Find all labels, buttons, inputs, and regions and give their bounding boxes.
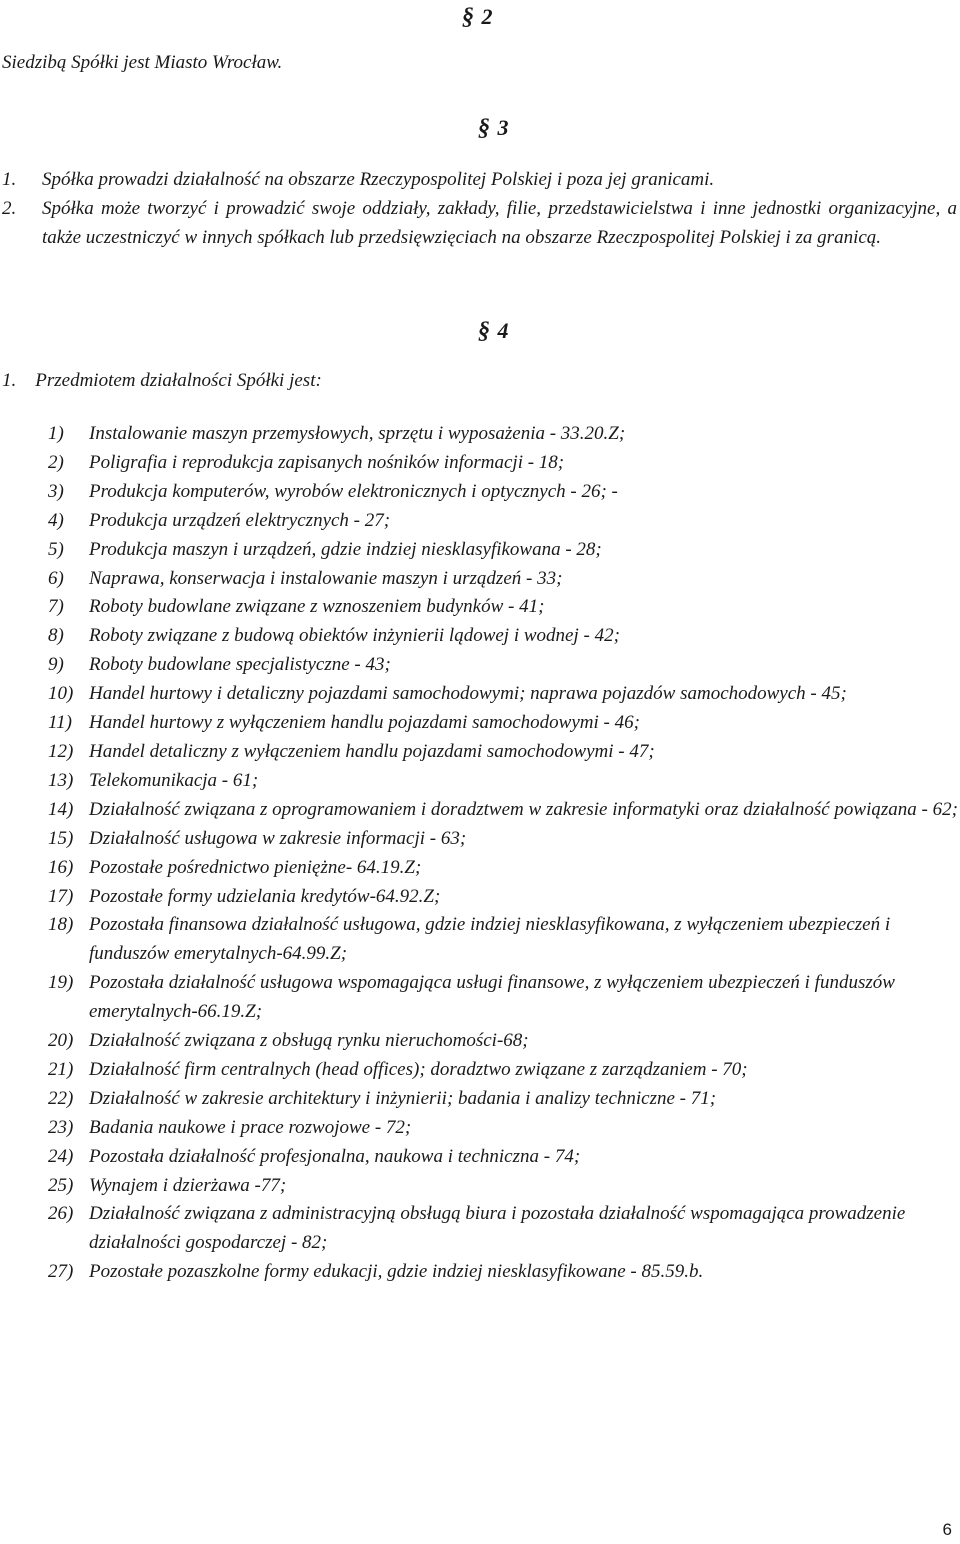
list-item <box>48 796 958 825</box>
item-text: Roboty budowlane związane z wznoszeniem budynków - 41; <box>89 596 545 618</box>
item-number: 23) <box>48 1116 74 1138</box>
paragraph-text: Spółka może tworzyć i prowadzić swoje oddziały, zakłady, filie, przedstawicielstwa i inne jednostki organizacyjne, a także uczestniczyć w innych spółkach lub przedsięwzięciach na obszarze Rzeczpospolitej Polskiej i za granicą. <box>42 198 957 248</box>
item-text: Poligrafia i reprodukcja zapisanych nośników informacji - 18; <box>89 451 565 473</box>
s4-intro <box>2 366 322 395</box>
item-text: Produkcja komputerów, wyrobów elektronicznych i optycznych - 26; - <box>89 480 618 502</box>
item-number: 10) <box>48 683 74 705</box>
item-number: 21) <box>48 1058 74 1080</box>
list-item <box>48 1027 958 1056</box>
s3-paragraph-1 <box>2 165 957 194</box>
item-number: 20) <box>48 1030 74 1052</box>
item-text: Produkcja maszyn i urządzeń, gdzie indziej niesklasyfikowana - 28; <box>89 538 602 560</box>
item-text: Roboty budowlane specjalistyczne - 43; <box>89 654 391 676</box>
item-number: 5) <box>48 538 64 560</box>
item-text: Handel detaliczny z wyłączeniem handlu pojazdami samochodowymi - 47; <box>89 740 655 762</box>
item-text: Produkcja urządzeń elektrycznych - 27; <box>89 509 391 531</box>
item-number: 26) <box>48 1203 74 1225</box>
list-item <box>48 449 958 478</box>
item-text: Pozostała działalność usługowa wspomagająca usługi finansowe, z wyłączeniem ubezpieczeń i funduszów emerytalnych-66.19.Z; <box>89 972 895 1023</box>
list-item <box>48 1172 958 1201</box>
section-number: 2 <box>481 4 493 29</box>
item-number: 22) <box>48 1087 74 1109</box>
item-text: Pozostałe pozaszkolne formy edukacji, gdzie indziej niesklasyfikowane - 85.59.b. <box>89 1261 704 1283</box>
item-text: Telekomunikacja - 61; <box>89 769 259 791</box>
item-number: 3) <box>48 480 64 502</box>
item-text: Handel hurtowy z wyłączeniem handlu pojazdami samochodowymi - 46; <box>89 712 640 734</box>
item-text: Działalność związana z oprogramowaniem i doradztwem w zakresie informatyki oraz działalność powiązana - 62; <box>89 798 958 820</box>
item-text: Pozostałe pośrednictwo pieniężne- 64.19.Z; <box>89 856 422 878</box>
item-text: Wynajem i dzierżawa -77; <box>89 1174 287 1196</box>
list-item <box>48 536 958 565</box>
section-number: 3 <box>497 115 509 140</box>
item-number: 15) <box>48 827 74 849</box>
list-item <box>48 507 958 536</box>
list-item <box>48 565 958 594</box>
item-text: Działalność firm centralnych (head offices); doradztwo związane z zarządzaniem - 70; <box>89 1058 748 1080</box>
section-number: 4 <box>497 318 509 343</box>
list-item <box>48 854 958 883</box>
list-item <box>48 709 958 738</box>
item-number: 12) <box>48 740 74 762</box>
paragraph-text: Spółka prowadzi działalność na obszarze Rzeczypospolitej Polskiej i poza jej granicami. <box>42 169 715 190</box>
item-number: 18) <box>48 914 74 936</box>
section-sign: § <box>478 115 490 141</box>
list-item <box>48 825 958 854</box>
list-item <box>48 883 958 912</box>
item-number: 11) <box>48 712 72 734</box>
paragraph-number: 2. <box>2 198 17 219</box>
item-text: Badania naukowe i prace rozwojowe - 72; <box>89 1116 412 1138</box>
section-3-heading <box>478 113 509 143</box>
item-number: 7) <box>48 596 64 618</box>
list-item <box>48 593 958 622</box>
section-sign: § <box>478 318 490 344</box>
list-item <box>48 651 958 680</box>
item-text: Instalowanie maszyn przemysłowych, sprzętu i wyposażenia - 33.20.Z; <box>89 423 626 444</box>
item-number: 4) <box>48 509 64 531</box>
item-number: 27) <box>48 1261 74 1283</box>
item-text: Pozostała finansowa działalność usługowa, gdzie indziej niesklasyfikowana, z wyłączeniem ubezpieczeń i funduszów emerytalnych-64.99.Z; <box>89 914 891 965</box>
item-text: Pozostałe formy udzielania kredytów-64.92.Z; <box>89 885 441 907</box>
list-item <box>48 1143 958 1172</box>
page-number: 6 <box>942 1520 952 1539</box>
item-number: 13) <box>48 769 74 791</box>
intro-text: Przedmiotem działalności Spółki jest: <box>35 370 322 391</box>
item-text: Handel hurtowy i detaliczny pojazdami samochodowymi; naprawa pojazdów samochodowych - 45; <box>89 683 847 705</box>
list-item <box>48 680 958 709</box>
item-number: 16) <box>48 856 74 878</box>
intro-number: 1. <box>2 370 17 391</box>
list-item <box>48 622 958 651</box>
section-4-heading <box>478 316 509 346</box>
list-item <box>48 911 958 969</box>
list-item <box>48 738 958 767</box>
item-number: 17) <box>48 885 74 907</box>
item-text: Działalność usługowa w zakresie informacji - 63; <box>89 827 467 849</box>
list-item <box>48 478 958 507</box>
item-number: 19) <box>48 972 74 994</box>
section-sign: § <box>462 4 474 30</box>
list-item <box>48 1085 958 1114</box>
list-item <box>48 1200 958 1258</box>
item-text: Działalność związana z obsługą rynku nieruchomości-68; <box>89 1030 529 1052</box>
item-number: 25) <box>48 1174 74 1196</box>
item-text: Pozostała działalność profesjonalna, naukowa i techniczna - 74; <box>89 1145 581 1167</box>
list-item <box>48 1258 958 1287</box>
section-2-heading <box>462 2 493 32</box>
paragraph-number: 1. <box>2 169 17 190</box>
list-item <box>48 1114 958 1143</box>
list-item <box>48 420 958 449</box>
item-text: Roboty związane z budową obiektów inżynierii lądowej i wodnej - 42; <box>89 625 620 647</box>
list-item <box>48 767 958 796</box>
list-item <box>48 1056 958 1085</box>
item-number: 6) <box>48 567 64 589</box>
item-text: Działalność w zakresie architektury i inżynierii; badania i analizy techniczne - 71; <box>89 1087 717 1109</box>
item-number: 9) <box>48 654 64 676</box>
activities-list <box>48 420 958 1287</box>
item-number: 2) <box>48 451 64 473</box>
item-number: 8) <box>48 625 64 647</box>
list-item <box>48 969 958 1027</box>
item-number: 24) <box>48 1145 74 1167</box>
item-number: 1) <box>48 423 64 444</box>
s3-paragraph-2 <box>2 194 957 252</box>
item-number: 14) <box>48 798 74 820</box>
item-text: Działalność związana z administracyjną obsługą biura i pozostała działalność wspomagająca prowadzenie działalności gospodarczej - 82; <box>89 1203 906 1254</box>
item-text: Naprawa, konserwacja i instalowanie maszyn i urządzeń - 33; <box>89 567 563 589</box>
seat-text: Siedzibą Spółki jest Miasto Wrocław. <box>2 52 283 73</box>
